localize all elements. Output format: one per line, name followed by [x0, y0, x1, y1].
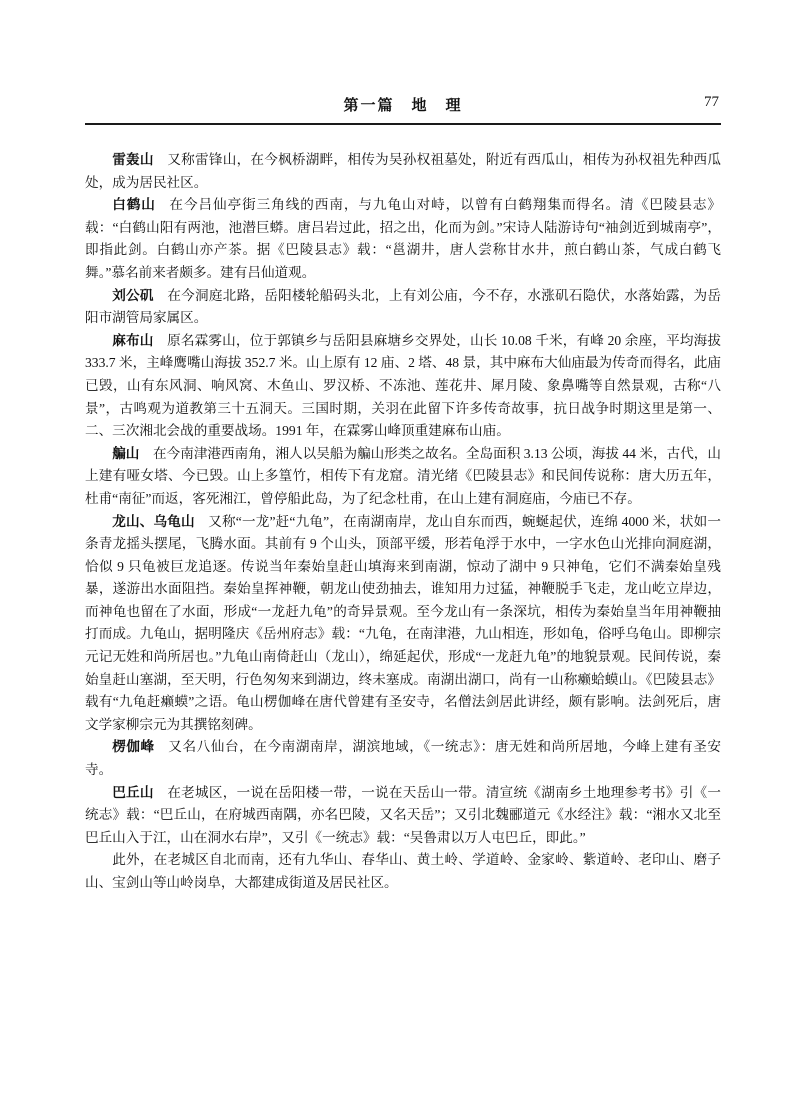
- entry-paragraph: [85, 511, 721, 737]
- entry-term: 巴丘山: [112, 784, 154, 800]
- page-body: [85, 149, 721, 895]
- entry-text: 在今吕仙亭街三角线的西南，与九龟山对峙，以曾有白鹤翔集而得名。清《巴陵县志》载：“白鹤山阳有两池，池潜巨蟒。唐吕岩过此，招之出，化而为剑。”宋诗人陆游诗句“袖剑近到城南亭”，即指此剑。白鹤山亦产茶。据《巴陵县志》载：“邕湖井，唐人尝称甘水井，煎白鹤山茶，气成白鹤飞舞。”慕名前来者颇多。建有吕仙道观。: [85, 197, 722, 280]
- entry-paragraph: [85, 782, 721, 850]
- page-content: [85, 94, 721, 895]
- entry-paragraph: [85, 849, 721, 894]
- entry-text: 又称雷锋山，在今枫桥湖畔，相传为吴孙权祖墓处，附近有西瓜山，相传为孙权祖先种西瓜处，成为居民社区。: [85, 152, 721, 190]
- entry-paragraph: [85, 736, 721, 781]
- entry-paragraph: [85, 194, 721, 284]
- entry-term: 龙山、乌龟山: [112, 513, 195, 529]
- entry-paragraph: [85, 285, 721, 330]
- entry-term: 刘公矶: [112, 287, 154, 303]
- page-header: [85, 94, 721, 123]
- chapter-title: 第一篇 地 理: [343, 97, 463, 114]
- entry-text: 又称“一龙”赶“九龟”，在南湖南岸，龙山自东而西，蜿蜒起伏，连绵 4000 米，状如一条青龙摇头摆尾，飞腾水面。其前有 9 个山头，顶部平缓，形若龟浮于水中，一字水色山光排向洞庭湖，恰似 9 只龟被巨龙追逐。传说当年秦始皇赶山填海来到南湖，惊动了湖中 9 只神龟，它们不满秦始皇残暴，遂游出水面阻挡。秦始皇挥神鞭，朝龙山使劲抽去，谁知用力过猛，神鞭脱手飞走，龙山屹立岸边，而神龟也留在了水面，形成“一龙赶九龟”的奇异景观。至今龙山有一条深坑，相传为秦始皇当年用神鞭抽打而成。九龟山，据明隆庆《岳州府志》载：“九龟，在南津港，九山相连，形如龟，俗呼乌龟山。即柳宗元记无姓和尚所居也。”九龟山南倚赶山（龙山），绵延起伏，形成“一龙赶九龟”的地貌景观。民间传说，秦始皇赶山塞湖，至天明，行色匆匆来到湖边，终未塞成。南湖出湖口，尚有一山称癞蛤蟆山。《巴陵县志》载有“九龟赶癞蟆”之语。龟山楞伽峰在唐代曾建有圣安寺，名僧法剑居此讲经，颇有影响。法剑死后，唐文学家柳宗元为其撰铭刻碑。: [85, 513, 721, 732]
- entry-term: 白鹤山: [112, 197, 156, 213]
- entry-text: 又名八仙台，在今南湖南岸，湖滨地域，《一统志》：唐无姓和尚所居地，今峰上建有圣安寺。: [85, 739, 721, 778]
- entry-paragraph: [85, 443, 721, 511]
- entry-text: 在老城区，一说在岳阳楼一带，一说在天岳山一带。清宣统《湖南乡土地理参考书》引《一统志》载：“巴丘山，在府城西南隅，亦名巴陵，又名天岳”；又引北魏郦道元《水经注》载：“湘水又北至巴丘山入于江，山在洞水右岸”，又引《一统志》载：“吴鲁肃以万人屯巴丘，即此。”: [85, 784, 721, 845]
- entry-text: 在今洞庭北路，岳阳楼轮船码头北，上有刘公庙，今不存，水涨矶石隐伏，水落始露，为岳阳市湖管局家属区。: [85, 287, 721, 326]
- entry-term: 雷轰山: [112, 152, 154, 167]
- entry-term: 艑山: [112, 445, 140, 461]
- entry-text: 在今南津港西南角，湘人以吴船为艑山形类之故名。全岛面积 3.13 公顷，海拔 44 米，古代，山上建有哑女塔、今已毁。山上多篁竹，相传下有龙窟。清光绪《巴陵县志》和民间传说称：唐大历五年，杜甫“南征”而返，客死湘江，曾停船此岛，为了纪念杜甫，在山上建有洞庭庙，今庙已不存。: [85, 445, 721, 506]
- page-number: 77: [704, 94, 719, 110]
- entry-term: 麻布山: [112, 332, 154, 348]
- entry-term: 楞伽峰: [112, 739, 155, 755]
- header-rule: [85, 123, 721, 125]
- entry-paragraph: [85, 149, 721, 194]
- entry-paragraph: [85, 330, 721, 443]
- entry-text: 此外，在老城区自北而南，还有九华山、春华山、黄土岭、学道岭、金家岭、紫道岭、老印山、磨子山、宝剑山等山岭岗阜，大都建成街道及居民社区。: [85, 852, 721, 890]
- entry-text: 原名霖雾山，位于郭镇乡与岳阳县麻塘乡交界处，山长 10.08 千米，有峰 20 余座，平均海拔 333.7 米，主峰鹰嘴山海拔 352.7 米。山上原有 12 庙、2 塔、48 景，其中麻布大仙庙最为传奇而得名，此庙已毁，山有东风洞、响风窝、木鱼山、罗汉桥、不冻池、莲花井、犀月陵、象鼻嘴等自然景观，古称“八景”，古鸣观为道教第三十五洞天。三国时期，关羽在此留下许多传奇故事，抗日战争时期这里是第一、二、三次湘北会战的重要战场。1991 年，在霖雾山峰顶重建麻布山庙。: [85, 332, 722, 439]
